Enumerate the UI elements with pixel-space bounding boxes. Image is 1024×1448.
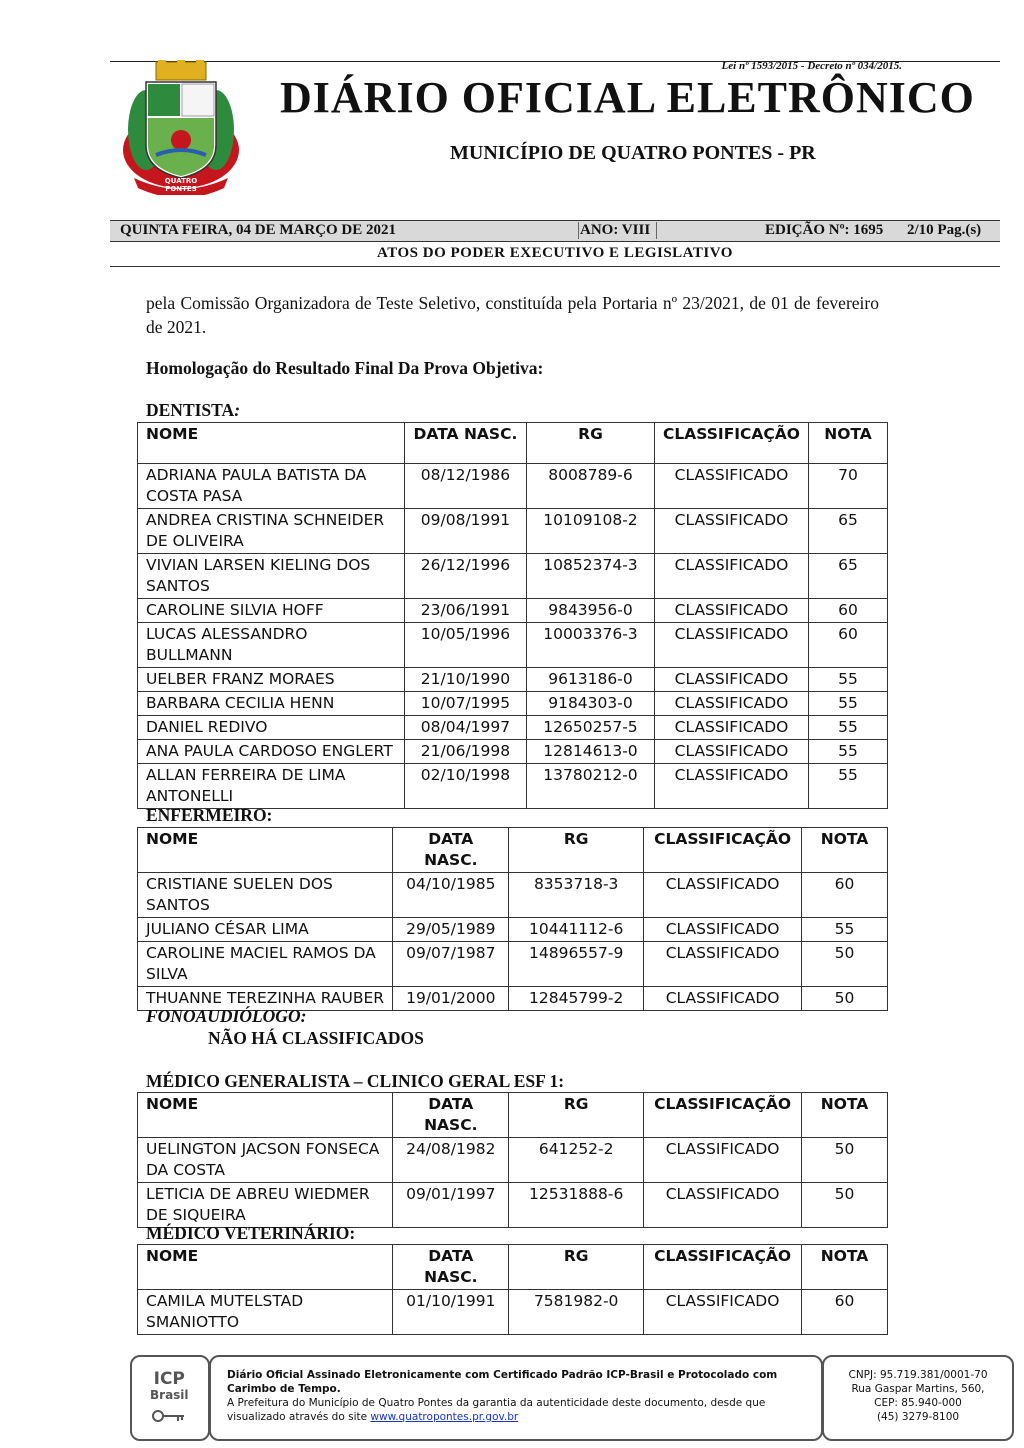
table-header-row <box>138 423 888 464</box>
cell-nome: UELBER FRANZ MORAES <box>138 668 405 692</box>
cell-nota: 70 <box>808 464 887 509</box>
cell-rg: 12650257-5 <box>526 716 654 740</box>
crest-banner-text: QUATRO PONTES <box>164 177 198 193</box>
certification-statement: Diário Oficial Assinado Eletronicamente com Certificado Padrão ICP-Brasil e Protocolado com Carimbo de Tempo. <box>227 1369 778 1395</box>
cell-classificacao: CLASSIFICADO <box>655 716 809 740</box>
medico-veterinario-results-table <box>137 1244 888 1335</box>
header-data-nasc: DATA NASC. <box>393 1093 509 1138</box>
table-row <box>138 554 888 599</box>
cell-rg: 10441112-6 <box>509 918 644 942</box>
cell-nome: CRISTIANE SUELEN DOS SANTOS <box>138 873 393 918</box>
dentista-title: DENTISTA <box>146 400 235 420</box>
table-row <box>138 942 888 987</box>
icp-logo-text: ICP <box>153 1369 185 1389</box>
cell-rg: 10003376-3 <box>526 623 654 668</box>
cell-rg: 7581982-0 <box>509 1290 644 1335</box>
cell-nome: CAMILA MUTELSTAD SMANIOTTO <box>138 1290 393 1335</box>
phone-text: (45) 3279-8100 <box>876 1411 960 1423</box>
header-nota: NOTA <box>802 1093 888 1138</box>
homologation-heading: Homologação do Resultado Final Da Prova Objetiva: <box>146 358 544 378</box>
cell-classificacao: CLASSIFICADO <box>655 668 809 692</box>
cell-rg: 9184303-0 <box>526 692 654 716</box>
cell-classificacao: CLASSIFICADO <box>655 764 809 809</box>
header-classificacao: CLASSIFICAÇÃO <box>644 1245 802 1290</box>
table-row <box>138 873 888 918</box>
table-row <box>138 740 888 764</box>
intro-paragraph: pela Comissão Organizadora de Teste Seletivo, constituída pela Portaria nº 23/2021, de 01 de fevereiro de 2021. <box>146 293 879 337</box>
header-nota: NOTA <box>808 423 887 464</box>
cell-rg: 9613186-0 <box>526 668 654 692</box>
header-data-nasc: DATA NASC. <box>405 423 527 464</box>
key-icon <box>152 1409 186 1423</box>
table-header-row <box>138 1245 888 1290</box>
cell-rg: 8353718-3 <box>509 873 644 918</box>
header-nome: NOME <box>138 1093 393 1138</box>
cell-data-nasc: 21/10/1990 <box>405 668 527 692</box>
cell-nota: 55 <box>808 764 887 809</box>
cell-data-nasc: 19/01/2000 <box>393 987 509 1011</box>
cell-nome: ADRIANA PAULA BATISTA DA COSTA PASA <box>138 464 405 509</box>
cnpj-text: CNPJ: 95.719.381/0001-70 <box>848 1369 988 1381</box>
cell-nome: BARBARA CECILIA HENN <box>138 692 405 716</box>
municipal-crest-logo <box>116 60 246 195</box>
section-title: ATOS DO PODER EXECUTIVO E LEGISLATIVO <box>377 245 733 261</box>
cell-data-nasc: 01/10/1991 <box>393 1290 509 1335</box>
cell-data-nasc: 10/05/1996 <box>405 623 527 668</box>
table-row <box>138 464 888 509</box>
cell-nome: UELINGTON JACSON FONSECA DA COSTA <box>138 1138 393 1183</box>
cell-rg: 12814613-0 <box>526 740 654 764</box>
table-row <box>138 623 888 668</box>
table-row <box>138 599 888 623</box>
cell-rg: 12845799-2 <box>509 987 644 1011</box>
table-header-row <box>138 828 888 873</box>
cell-nota: 60 <box>802 1290 888 1335</box>
cell-nota: 60 <box>808 623 887 668</box>
cell-classificacao: CLASSIFICADO <box>655 509 809 554</box>
cell-nome: CAROLINE SILVIA HOFF <box>138 599 405 623</box>
header-rg: RG <box>509 828 644 873</box>
page-count: 2/10 Pag.(s) <box>907 222 982 238</box>
cell-classificacao: CLASSIFICADO <box>644 918 802 942</box>
fono-no-results: NÃO HÁ CLASSIFICADOS <box>208 1028 424 1048</box>
enfermeiro-heading: ENFERMEIRO: <box>146 805 273 825</box>
cell-classificacao: CLASSIFICADO <box>644 873 802 918</box>
table-row <box>138 1290 888 1335</box>
cell-classificacao: CLASSIFICADO <box>644 1138 802 1183</box>
header-rg: RG <box>509 1245 644 1290</box>
cell-data-nasc: 10/07/1995 <box>405 692 527 716</box>
header-rg: RG <box>509 1093 644 1138</box>
municipality-name: MUNICÍPIO DE QUATRO PONTES - PR <box>450 142 816 164</box>
cell-nome: VIVIAN LARSEN KIELING DOS SANTOS <box>138 554 405 599</box>
cell-data-nasc: 09/01/1997 <box>393 1183 509 1228</box>
dentista-title-colon: : <box>234 400 241 420</box>
cell-rg: 14896557-9 <box>509 942 644 987</box>
cell-classificacao: CLASSIFICADO <box>644 987 802 1011</box>
cell-data-nasc: 08/12/1986 <box>405 464 527 509</box>
certification-notice-box <box>209 1355 823 1441</box>
header-rg: RG <box>526 423 654 464</box>
enfermeiro-results-table <box>137 827 888 1011</box>
cell-data-nasc: 29/05/1989 <box>393 918 509 942</box>
header-data-nasc: DATA NASC. <box>393 1245 509 1290</box>
cell-classificacao: CLASSIFICADO <box>655 554 809 599</box>
cell-nome: DANIEL REDIVO <box>138 716 405 740</box>
cell-nota: 60 <box>802 873 888 918</box>
cell-rg: 641252-2 <box>509 1138 644 1183</box>
icp-brasil-logo-box <box>130 1355 210 1441</box>
table-row <box>138 1138 888 1183</box>
cell-nota: 55 <box>808 668 887 692</box>
edition-year: ANO: VIII <box>580 222 651 238</box>
cell-rg: 10852374-3 <box>526 554 654 599</box>
header-nota: NOTA <box>802 828 888 873</box>
fono-heading: FONOAUDIÓLOGO: <box>146 1006 307 1026</box>
cell-nota: 55 <box>808 716 887 740</box>
section-rule <box>110 266 1000 267</box>
table-row <box>138 692 888 716</box>
header-data-nasc: DATA NASC. <box>393 828 509 873</box>
cell-nota: 55 <box>808 740 887 764</box>
header-nome: NOME <box>138 828 393 873</box>
cell-rg: 8008789-6 <box>526 464 654 509</box>
table-row <box>138 509 888 554</box>
header-nome: NOME <box>138 423 405 464</box>
cell-nota: 55 <box>802 918 888 942</box>
cell-rg: 9843956-0 <box>526 599 654 623</box>
cell-nota: 50 <box>802 942 888 987</box>
cell-data-nasc: 04/10/1985 <box>393 873 509 918</box>
cell-nome: ALLAN FERREIRA DE LIMA ANTONELLI <box>138 764 405 809</box>
edition-info-bar <box>110 220 1000 242</box>
table-row <box>138 716 888 740</box>
table-row <box>138 668 888 692</box>
cell-nota: 60 <box>808 599 887 623</box>
cell-data-nasc: 24/08/1982 <box>393 1138 509 1183</box>
address-text: Rua Gaspar Martins, 560, <box>851 1383 985 1395</box>
cell-data-nasc: 09/08/1991 <box>405 509 527 554</box>
dentista-results-table <box>137 422 888 809</box>
cell-rg: 13780212-0 <box>526 764 654 809</box>
cell-nome: THUANNE TEREZINHA RAUBER <box>138 987 393 1011</box>
page-title: DIÁRIO OFICIAL ELETRÔNICO <box>280 73 975 122</box>
cell-classificacao: CLASSIFICADO <box>644 1290 802 1335</box>
cell-classificacao: CLASSIFICADO <box>655 740 809 764</box>
table-header-row <box>138 1093 888 1138</box>
cell-nota: 50 <box>802 1138 888 1183</box>
cell-classificacao: CLASSIFICADO <box>655 623 809 668</box>
cell-data-nasc: 23/06/1991 <box>405 599 527 623</box>
cep-text: CEP: 85.940-000 <box>874 1397 962 1409</box>
cell-classificacao: CLASSIFICADO <box>644 942 802 987</box>
header-nome: NOME <box>138 1245 393 1290</box>
edition-number: EDIÇÃO Nº: 1695 <box>765 222 884 238</box>
cell-nome: JULIANO CÉSAR LIMA <box>138 918 393 942</box>
header-classificacao: CLASSIFICAÇÃO <box>644 1093 802 1138</box>
cell-nota: 65 <box>808 554 887 599</box>
website-link[interactable]: www.quatropontes.pr.gov.br <box>370 1411 519 1423</box>
contact-info-box <box>822 1355 1014 1441</box>
publication-date: QUINTA FEIRA, 04 DE MARÇO DE 2021 <box>120 222 396 238</box>
cell-classificacao: CLASSIFICADO <box>644 1183 802 1228</box>
cell-data-nasc: 02/10/1998 <box>405 764 527 809</box>
cell-nota: 50 <box>802 987 888 1011</box>
medico-generalista-heading: MÉDICO GENERALISTA – CLINICO GERAL ESF 1: <box>146 1071 565 1091</box>
authenticity-notice: A Prefeitura do Município de Quatro Pontes da garantia da autenticidade deste documento, desde que visualizado através do site <box>227 1397 766 1423</box>
cell-data-nasc: 26/12/1996 <box>405 554 527 599</box>
cell-nome: ANDREA CRISTINA SCHNEIDER DE OLIVEIRA <box>138 509 405 554</box>
header-classificacao: CLASSIFICAÇÃO <box>644 828 802 873</box>
infobar-divider <box>578 222 579 239</box>
icp-logo-subtext: Brasil <box>150 1388 189 1402</box>
cell-rg: 10109108-2 <box>526 509 654 554</box>
law-reference: Lei nº 1593/2015 - Decreto nº 034/2015. <box>721 60 902 72</box>
medico-veterinario-heading: MÉDICO VETERINÁRIO: <box>146 1223 356 1243</box>
table-row <box>138 1183 888 1228</box>
cell-data-nasc: 21/06/1998 <box>405 740 527 764</box>
cell-nome: ANA PAULA CARDOSO ENGLERT <box>138 740 405 764</box>
cell-nota: 55 <box>808 692 887 716</box>
cell-nota: 65 <box>808 509 887 554</box>
cell-classificacao: CLASSIFICADO <box>655 464 809 509</box>
header-classificacao: CLASSIFICAÇÃO <box>655 423 809 464</box>
cell-nome: LUCAS ALESSANDRO BULLMANN <box>138 623 405 668</box>
header-nota: NOTA <box>802 1245 888 1290</box>
cell-rg: 12531888-6 <box>509 1183 644 1228</box>
cell-data-nasc: 08/04/1997 <box>405 716 527 740</box>
table-row <box>138 764 888 809</box>
infobar-divider <box>656 222 657 239</box>
medico-generalista-results-table <box>137 1092 888 1228</box>
cell-nome: LETICIA DE ABREU WIEDMER DE SIQUEIRA <box>138 1183 393 1228</box>
cell-classificacao: CLASSIFICADO <box>655 599 809 623</box>
cell-nome: CAROLINE MACIEL RAMOS DA SILVA <box>138 942 393 987</box>
table-row <box>138 918 888 942</box>
cell-data-nasc: 09/07/1987 <box>393 942 509 987</box>
cell-classificacao: CLASSIFICADO <box>655 692 809 716</box>
cell-nota: 50 <box>802 1183 888 1228</box>
dentista-heading <box>146 400 240 421</box>
